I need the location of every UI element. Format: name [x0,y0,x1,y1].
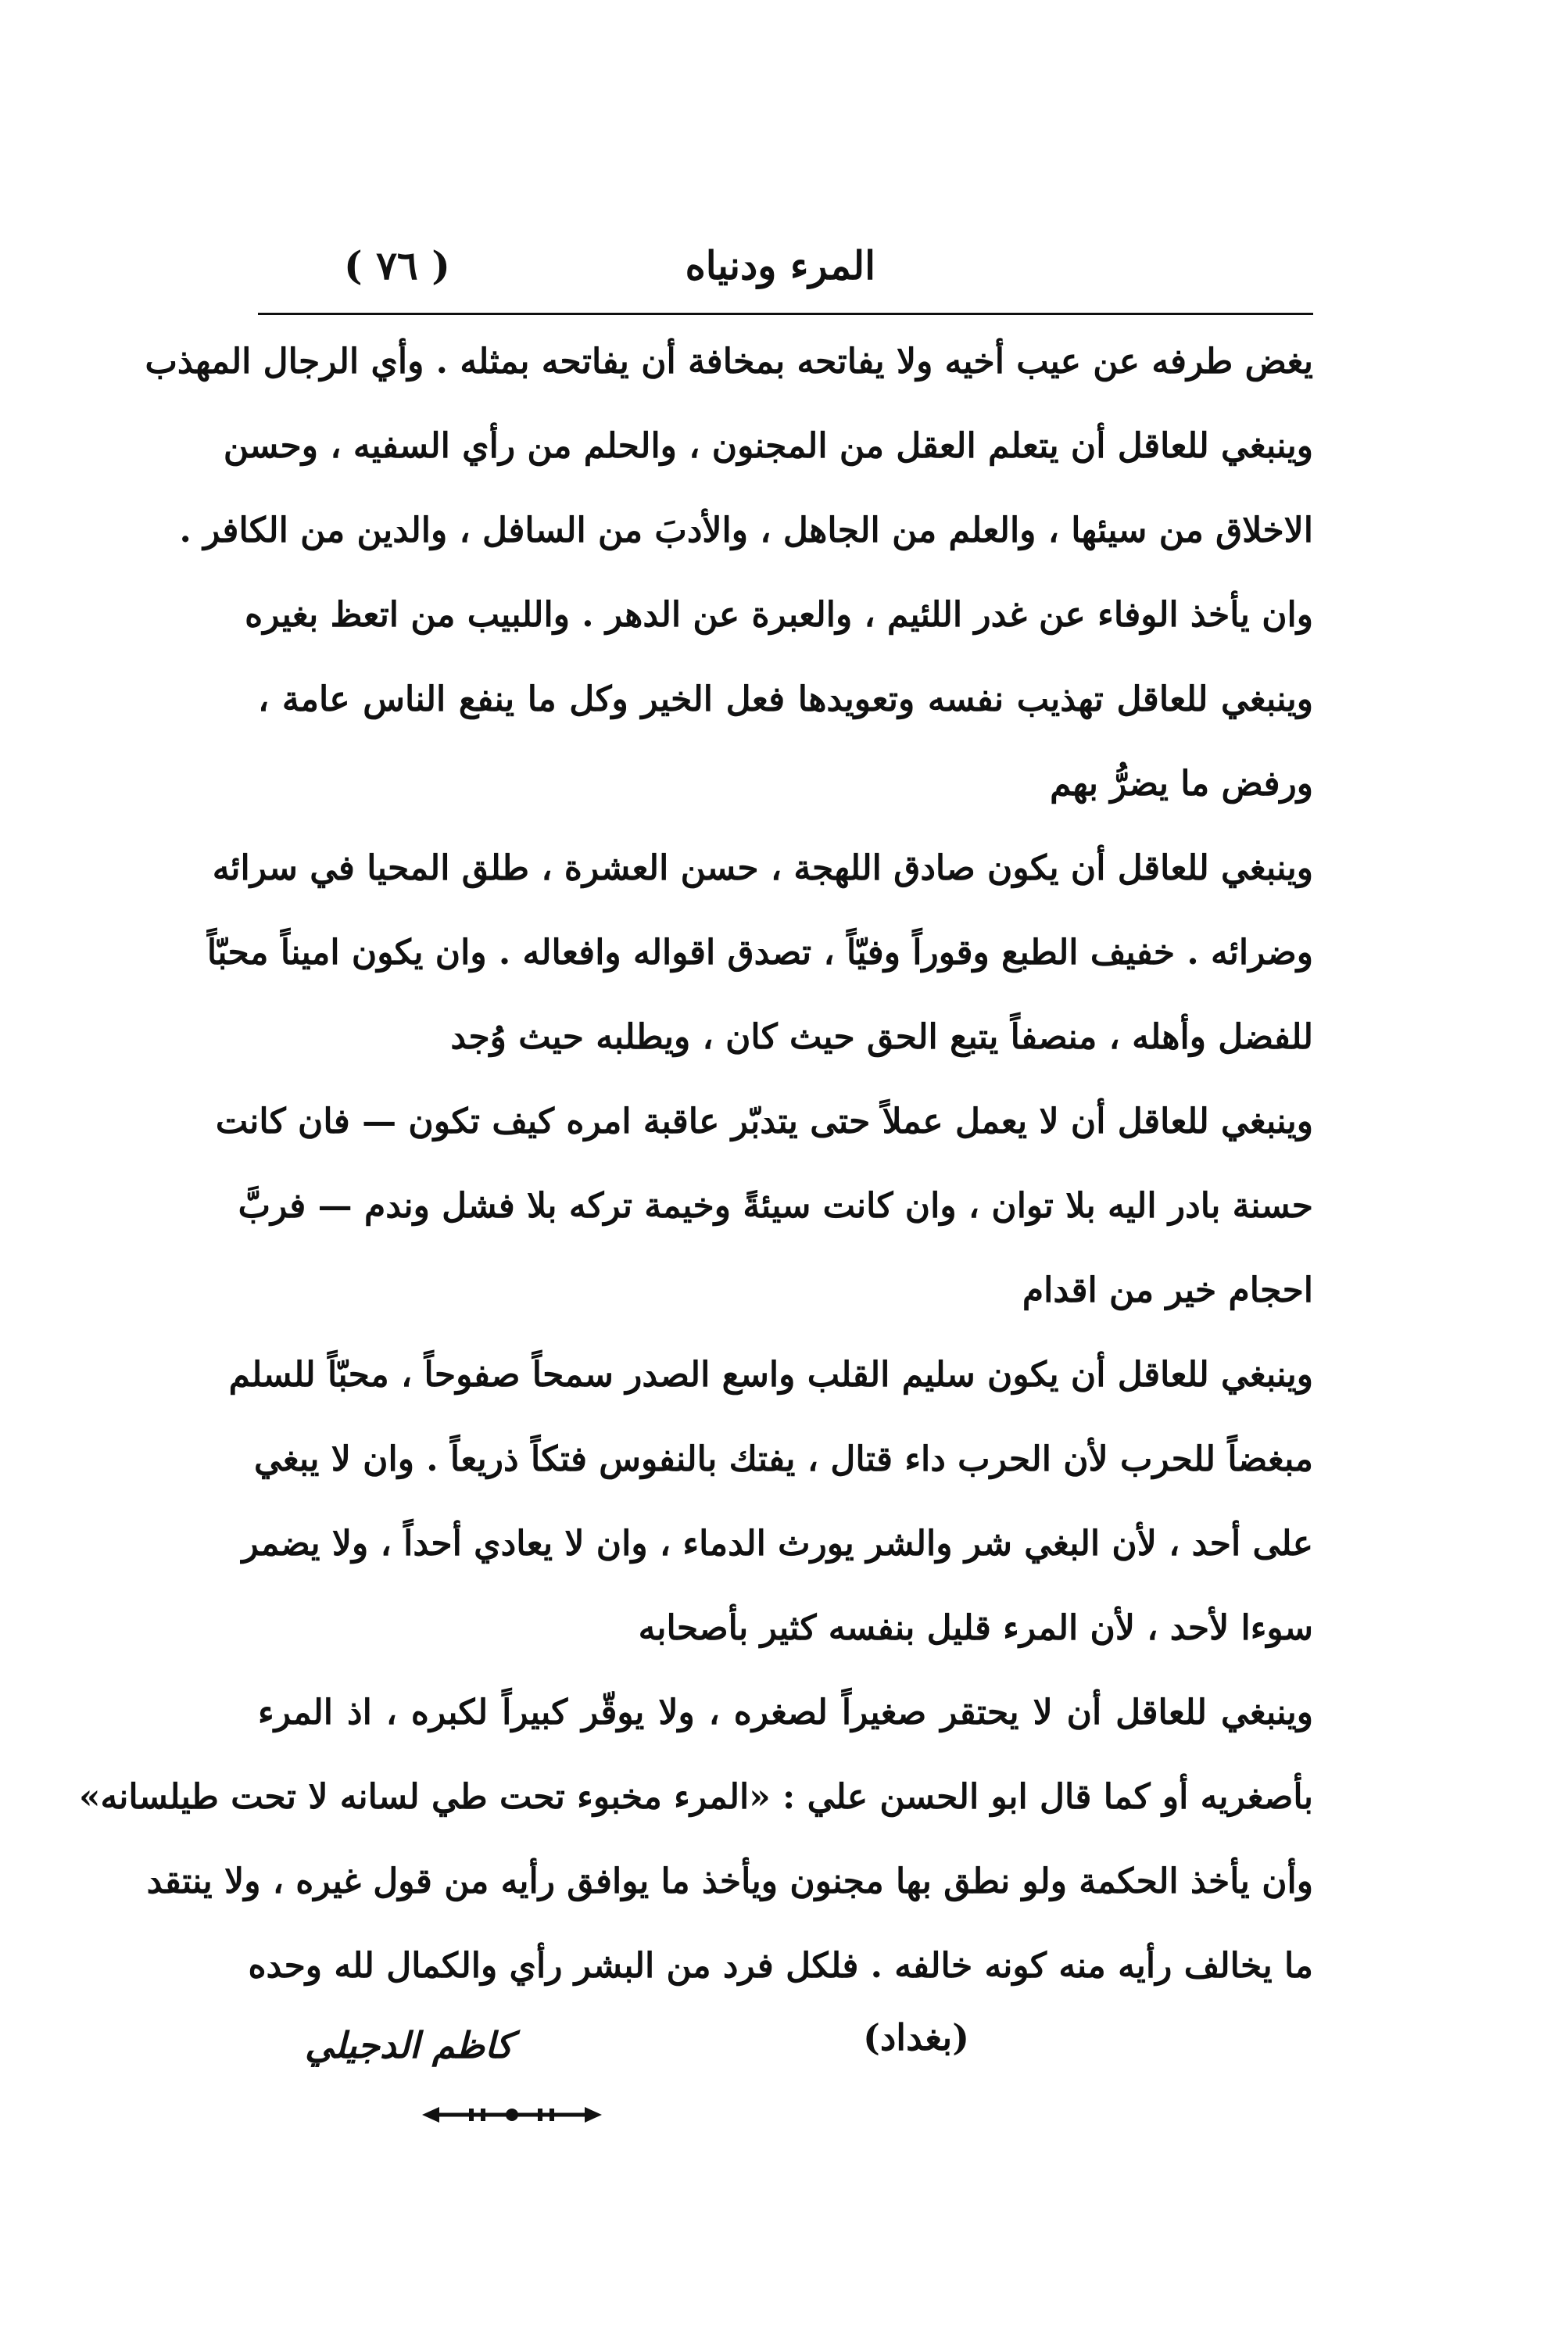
text-line: وينبغي للعاقل أن يكون سليم القلب واسع الصدر سمحاً صفوحاً ، محبّاً للسلم [228,1355,1313,1395]
text-line: سوءا لأحد ، لأن المرء قليل بنفسه كثير بأصحابه [638,1608,1313,1648]
text-line: وينبغي للعاقل أن لا يحتقر صغيراً لصغره ، ولا يوقّر كبيراً لكبره ، اذ المرء [258,1693,1313,1732]
text-line: وينبغي للعاقل تهذيب نفسه وتعويدها فعل الخير وكل ما ينفع الناس عامة ، [258,679,1313,719]
text-line: يغض طرفه عن عيب أخيه ولا يفاتحه بمخافة أن يفاتحه بمثله . وأي الرجال المهذب [145,342,1313,382]
signature-row [258,2008,1313,2102]
page-number: ( ٧٦ ) [344,242,450,288]
text-line: وينبغي للعاقل أن يتعلم العقل من المجنون ، والحلم من رأي السفيه ، وحسن [223,426,1313,466]
text-line: وأن يأخذ الحكمة ولو نطق بها مجنون ويأخذ ما يوافق رأيه من قول غيره ، ولا ينتقد [146,1861,1313,1901]
end-ornament [422,2103,602,2127]
text-line: احجام خير من اقدام [1022,1270,1313,1310]
signature-author: كاظم الدجيلي [305,2024,513,2066]
text-line: وان يأخذ الوفاء عن غدر اللئيم ، والعبرة عن الدهر . واللبيب من اتعظ بغيره [245,595,1313,635]
text-line: بأصغريه أو كما قال ابو الحسن علي : «المرء مخبوء تحت طي لسانه لا تحت طيلسانه» [79,1777,1313,1817]
text-line: وينبغي للعاقل أن لا يعمل عملاً حتى يتدبّر عاقبة امره كيف تكون — فان كانت [215,1102,1313,1141]
text-line: حسنة بادر اليه بلا توان ، وان كانت سيئةً وخيمة تركه بلا فشل وندم — فربَّ [238,1186,1313,1226]
text-line: للفضل وأهله ، منصفاً يتبع الحق حيث كان ، ويطلبه حيث وُجد [450,1017,1313,1057]
text-line: مبغضاً للحرب لأن الحرب داء قتال ، يفتك بالنفوس فتكاً ذريعاً . وان لا يبغي [254,1439,1313,1479]
text-line: وضرائه . خفيف الطبع وقوراً وفيّاً ، تصدق اقواله وافعاله . وان يكون اميناً محبّاً [206,933,1313,973]
page-header [258,235,1313,313]
text-line: ورفض ما يضرُّ بهم [1050,764,1313,804]
signature-place: (بغداد) [863,2016,969,2058]
header-rule [258,313,1313,315]
article-body [79,320,1313,2008]
text-line: على أحد ، لأن البغي شر والشر يورث الدماء ، وان لا يعادي أحداً ، ولا يضمر [242,1524,1313,1564]
text-line: ما يخالف رأيه منه كونه خالفه . فلكل فرد من البشر رأي والكمال لله وحده [248,1946,1313,1986]
page [79,235,1313,2102]
text-line: الاخلاق من سيئها ، والعلم من الجاهل ، والأدبَ من السافل ، والدين من الكافر . [179,511,1313,550]
running-title: المرء ودنياه [685,242,875,288]
text-line: وينبغي للعاقل أن يكون صادق اللهجة ، حسن العشرة ، طلق المحيا في سرائه [212,848,1313,888]
